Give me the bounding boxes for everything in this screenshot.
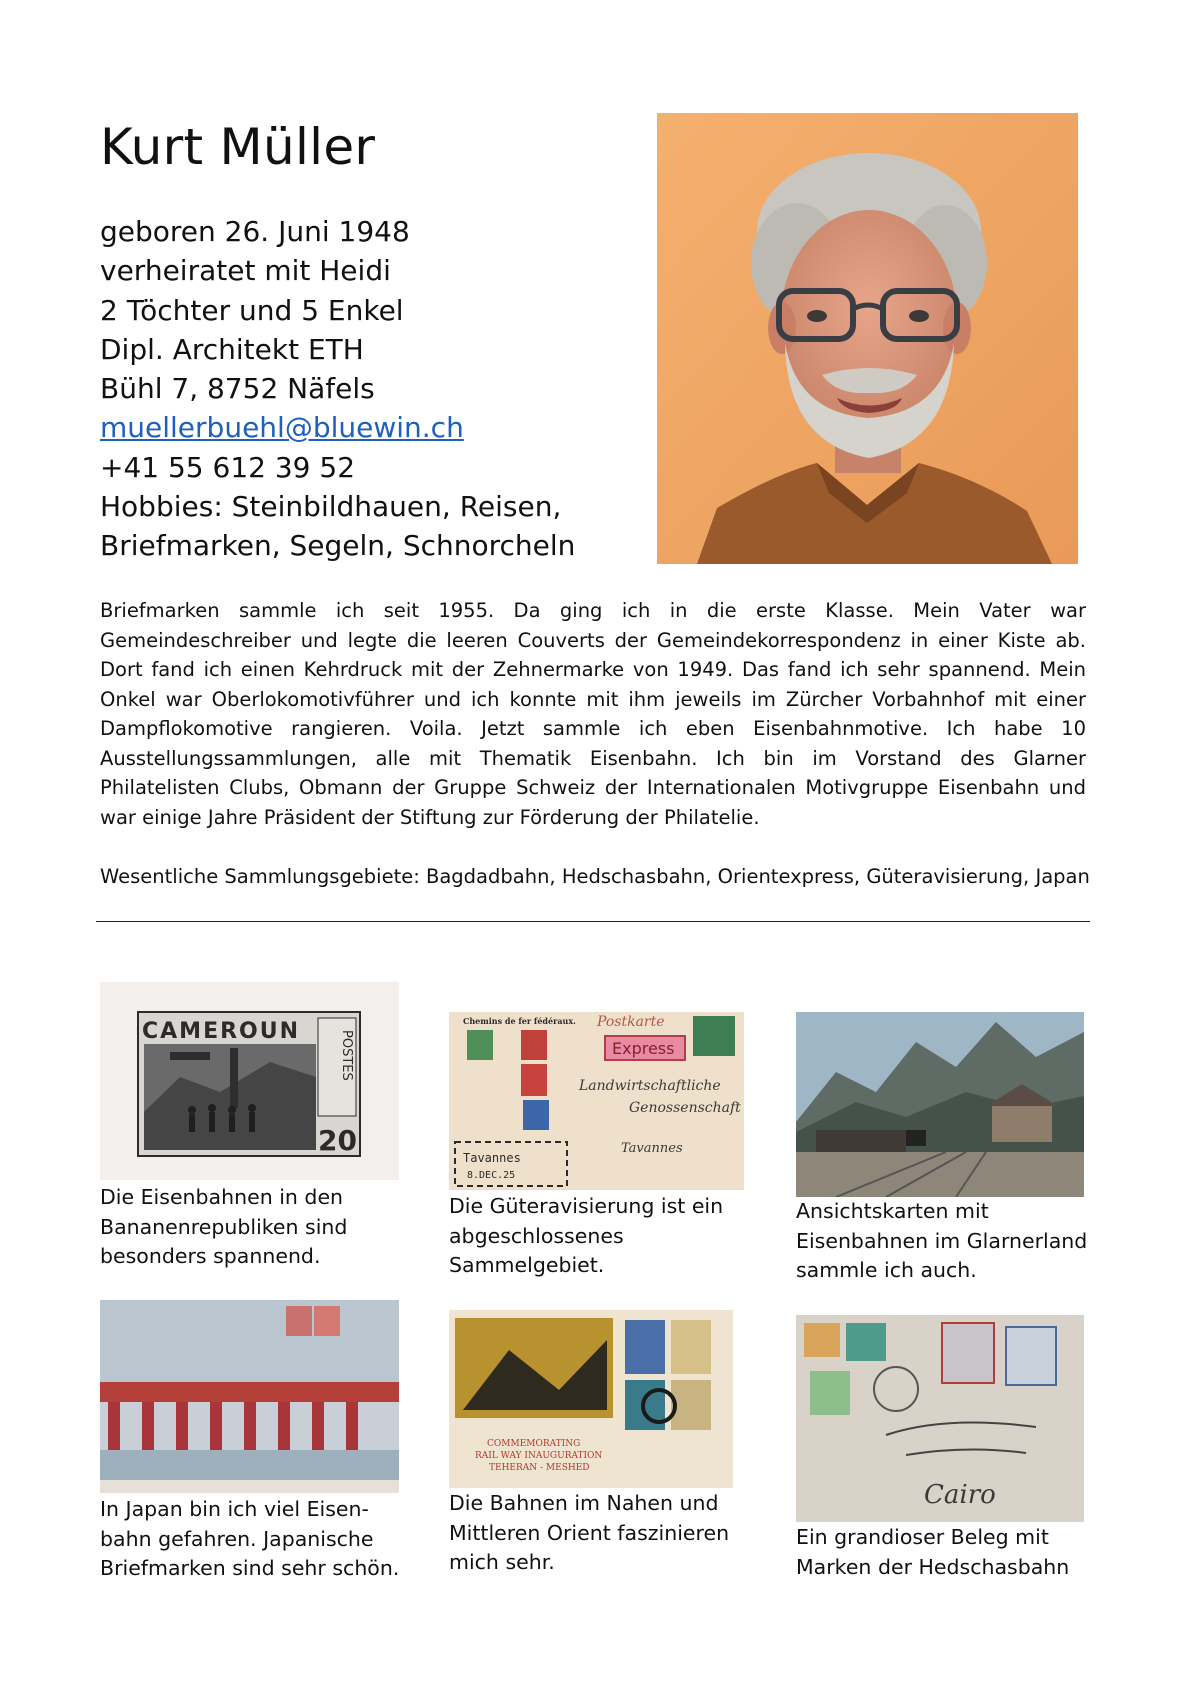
handwriting-line-1: Landwirtschaftliche: [579, 1078, 721, 1094]
marital-status: verheiratet mit Heidi: [100, 254, 391, 288]
caption-orient: [449, 1489, 729, 1578]
address: Bühl 7, 8752 Näfels: [100, 372, 375, 406]
hedschas-cover-image: [796, 1315, 1084, 1522]
express-label-text: Express: [612, 1039, 675, 1058]
handwriting-line-2: Genossenschaft: [629, 1100, 741, 1116]
person-name: Kurt Müller: [100, 118, 376, 176]
profession: Dipl. Architekt ETH: [100, 332, 364, 366]
caption-japan: [100, 1495, 399, 1584]
handwriting-line-3: Tavannes: [621, 1141, 683, 1156]
email-link[interactable]: muellerbuehl@bluewin.ch: [100, 411, 464, 445]
stamp-postes-text: POSTES: [339, 1030, 354, 1081]
caption-line: Die Eisenbahnen in den: [100, 1185, 344, 1209]
card-header-text: Chemins de fer fédéraux.: [463, 1016, 576, 1026]
caption-line: bahn gefahren. Japanische: [100, 1526, 374, 1551]
caption-line: mich sehr.: [449, 1550, 555, 1574]
caption-line: Ein grandioser Beleg mit: [796, 1525, 1049, 1549]
divider: [96, 921, 1090, 922]
caption-postkarte: [449, 1192, 723, 1281]
caption-line: Bananenrepubliken sind: [100, 1214, 348, 1239]
caption-cameroun: [100, 1183, 347, 1272]
caption-line: Ansichtskarten mit: [796, 1199, 989, 1223]
biography: Briefmarken sammle ich seit 1955. Da ging ich in die erste Klasse. Mein Vater war Gemeindeschreiber und legte die leeren Couverts der Gemeindekorrespondenz in einer Kiste ab. Dort fand ich einen Kehrdruck mit der Zehnermarke von 1949. Das fand ich sehr spannend. Mein Onkel war Oberlokomotivführer und ich konnte mit ihm jeweils im Zürcher Vorbahnhof mit einer Dampflokomotive rangieren. Voila. Jetzt sammle ich eben Eisenbahnmotive. Ich habe 10 Ausstellungssammlungen, alle mit Thematik Eisenbahn. Ich bin im Vorstand des Glarner Philatelisten Clubs, Obmann der Gruppe Schweiz der Internationalen Motivgruppe Eisenbahn und war einige Jahre Präsident der Stiftung zur Förderung der Philatelie.: [100, 599, 1086, 829]
birth-date: geboren 26. Juni 1948: [100, 215, 410, 248]
caption-line: abgeschlossenes: [449, 1223, 624, 1248]
card-title-text: Postkarte: [597, 1014, 665, 1030]
personal-facts: [100, 212, 575, 566]
stamp-value-text: 20: [318, 1124, 357, 1157]
stamp-country-text: CAMEROUN: [142, 1019, 301, 1044]
email-row: [100, 408, 575, 447]
caption-line: Briefmarken sind sehr schön.: [100, 1556, 400, 1580]
cover-handwriting: Cairo: [924, 1480, 996, 1510]
portrait-photo: [657, 113, 1078, 564]
caption-line: Eisenbahnen im Glarnerland: [796, 1228, 1088, 1253]
caption-line: Mittleren Orient faszinieren: [449, 1520, 730, 1545]
caption-line: sammle ich auch.: [796, 1258, 977, 1282]
caption-line: Sammelgebiet.: [449, 1253, 605, 1277]
orient-cover-image: [449, 1310, 733, 1488]
caption-line: besonders spannend.: [100, 1244, 321, 1268]
caption-line: In Japan bin ich viel Eisen-: [100, 1497, 369, 1521]
cancel-line-1: Tavannes: [463, 1151, 521, 1165]
cover-line-2: RAIL WAY INAUGURATION: [475, 1451, 603, 1461]
cameroun-stamp-image: [100, 982, 399, 1180]
japan-postcard-image: [100, 1300, 399, 1493]
cancel-line-2: 8.DEC.25: [467, 1170, 516, 1181]
hobbies-line-2: Briefmarken, Segeln, Schnorcheln: [100, 529, 576, 563]
caption-line: Die Bahnen im Nahen und: [449, 1491, 719, 1515]
postkarte-image: [449, 1012, 744, 1190]
caption-hedschas: [796, 1523, 1069, 1582]
glarnerland-postcard-image: [796, 1012, 1084, 1197]
collecting-areas: Wesentliche Sammlungsgebiete: Bagdadbahn, Hedschasbahn, Orientexpress, Güteravisierung, Japan: [100, 865, 1090, 888]
caption-line: Marken der Hedschasbahn: [796, 1554, 1070, 1579]
phone: +41 55 612 39 52: [100, 450, 356, 484]
caption-line: Die Güteravisierung ist ein: [449, 1194, 724, 1218]
family: 2 Töchter und 5 Enkel: [100, 293, 404, 327]
caption-glarnerland: [796, 1197, 1087, 1286]
cover-line-3: TEHERAN - MESHED: [489, 1463, 590, 1473]
hobbies-line-1: Hobbies: Steinbildhauen, Reisen,: [100, 490, 562, 524]
cover-line-1: COMMEMORATING: [487, 1439, 581, 1449]
